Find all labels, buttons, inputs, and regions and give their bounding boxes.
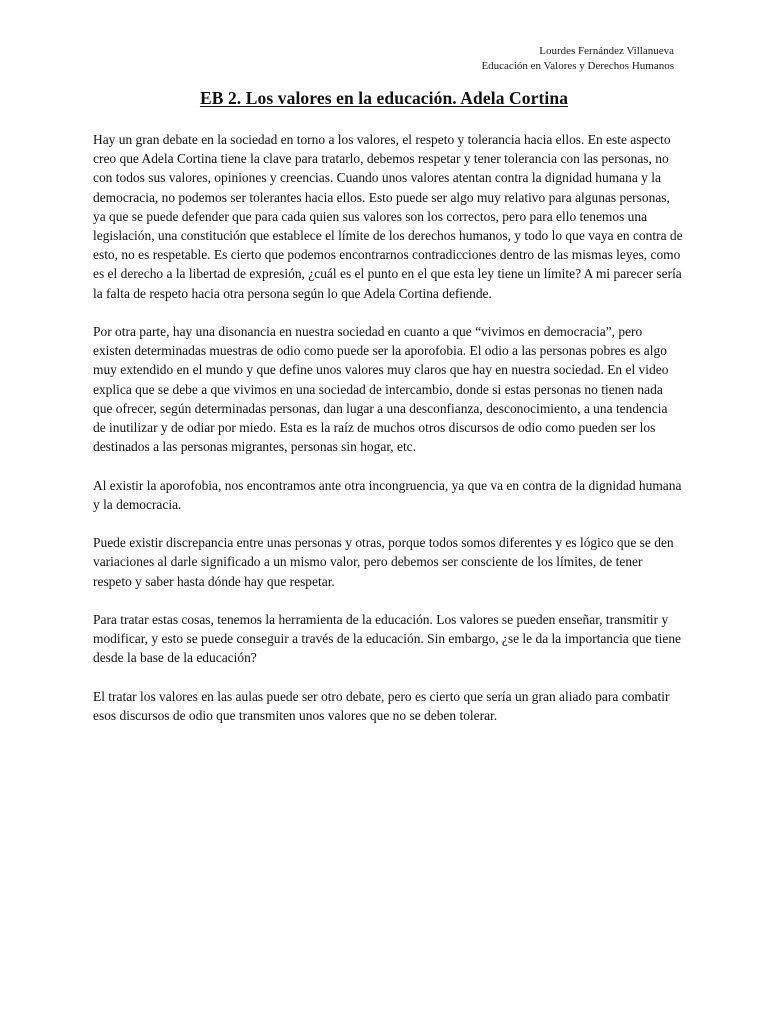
- document-title: EB 2. Los valores en la educación. Adela Cortina: [199, 88, 569, 108]
- paragraph-4: Puede existir discrepancia entre unas personas y otras, porque todos somos diferentes y es lógico que se den variaciones al darle significado a un mismo valor, pero debemos ser consciente de los límites, de tener respeto y saber hasta dónde hay que respetar.: [93, 535, 674, 589]
- paragraph-1: Hay un gran debate en la sociedad en torno a los valores, el respeto y tolerancia hacia ellos. En este aspecto creo que Adela Cortina tiene la clave para tratarlo, debemos respetar y tener tolerancia con las personas, no con todos sus valores, opiniones y creencias. Cuando unos valores atentan contra la dignidad humana y la democracia, no podemos ser tolerantes hacia ellos. Esto puede ser algo muy relativo para algunas personas, ya que se puede defender que para cada quien sus valores son los correctos, pero para ello tenemos una legislación, una constitución que establece el límite de los derechos humanos, y todo lo que vaya en contra de esto, no es respetable. Es cierto que podemos encontrarnos contradicciones dentro de las mismas leyes, como es el derecho a la libertad de expresión, ¿cuál es el punto en el que esta ley tiene un límite? A mi parecer sería la falta de respeto hacia otra persona según lo que Adela Cortina defiende.: [93, 132, 683, 301]
- paragraph-2: Por otra parte, hay una disonancia en nuestra sociedad en cuanto a que “vivimos en democracia”, pero existen determinadas muestras de odio como puede ser la aporofobia. El odio a las personas pobres es algo muy extendido en el mundo y que define unos valores muy claros que hay en nuestra sociedad. En el video explica que se debe a que vivimos en una sociedad de intercambio, donde si estas personas no tienen nada que ofrecer, según determinadas personas, dan lugar a una desconfianza, desconocimiento, a una tendencia de inutilizar y de odiar por miedo. Esta es la raíz de muchos otros discursos de odio como pueden ser los destinados a las personas migrantes, personas sin hogar, etc.: [93, 324, 669, 455]
- page-header: [481, 44, 674, 74]
- author-name: Lourdes Fernández Villanueva: [539, 45, 674, 57]
- paragraph-6: El tratar los valores en las aulas puede ser otro debate, pero es cierto que sería un gran aliado para combatir esos discursos de odio que transmiten unos valores que no se deben tolerar.: [93, 688, 670, 724]
- paragraph-5: Para tratar estas cosas, tenemos la herramienta de la educación. Los valores se pueden enseñar, transmitir y modificar, y esto se puede conseguir a través de la educación. Sin embargo, ¿se le da la importancia que tiene desde la base de la educación?: [93, 612, 682, 666]
- document-body: [93, 130, 683, 744]
- paragraph-3: Al existir la aporofobia, nos encontramos ante otra incongruencia, ya que va en contra de la dignidad humana y la democracia.: [93, 477, 682, 512]
- course-name: Educación en Valores y Derechos Humanos: [481, 60, 674, 72]
